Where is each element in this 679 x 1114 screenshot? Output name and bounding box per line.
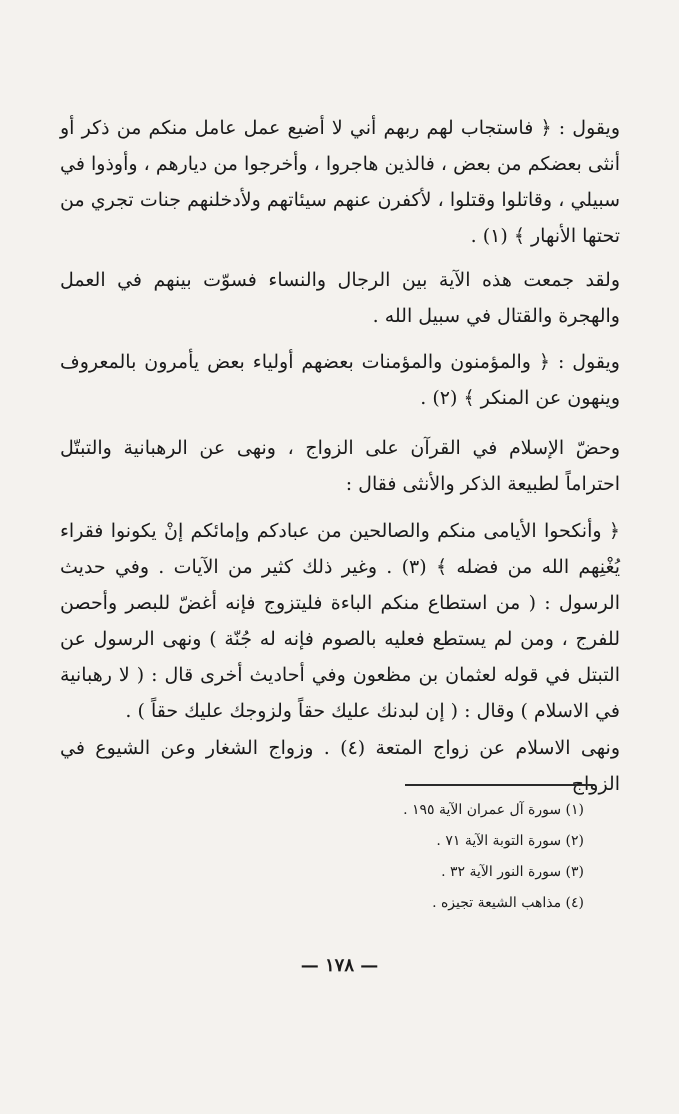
- paragraph-5: ﴿ وأنكحوا الأيامى منكم والصالحين من عبادكم وإمائكم إنْ يكونوا فقراء يُغْنِهم الله من فضله ﴾ (٣) . وغير ذلك كثير من الآيات . وفي حديث الرسول : ( من استطاع منكم الباءة فليتزوج فإنه أغضّ للبصر وأحصن للفرج ، ومن لم يستطع فعليه بالصوم فإنه له جُنّة ) ونهى الرسول عن التبتل في قوله لعثمان بن مظعون وفي أحاديث أخرى قال : ( لا رهبانية في الاسلام ) وقال : ( إن لبدنك عليك حقاً ولزوجك عليك حقاً ) .: [60, 520, 620, 722]
- paragraph-3: ويقول : ﴿ والمؤمنون والمؤمنات بعضهم أولياء بعض يأمرون بالمعروف وينهون عن المنكر ﴾ (٢) .: [60, 351, 620, 409]
- footnote-3: (٣) سورة النور الآية ٣٢ .: [441, 864, 584, 880]
- paragraph-6: ونهى الاسلام عن زواج المتعة (٤) . وزواج الشغار وعن الشيوع في الزواج: [60, 737, 620, 795]
- footnote-divider: [405, 784, 595, 786]
- paragraph-4: وحضّ الإسلام في القرآن على الزواج ، ونهى عن الرهبانية والتبتّل احتراماً لطبيعة الذكر والأنثى فقال :: [60, 437, 620, 495]
- footnote-1: (١) سورة آل عمران الآية ١٩٥ .: [403, 802, 584, 818]
- footnote-4: (٤) مذاهب الشيعة تجيزه .: [432, 895, 584, 911]
- page-number: — ١٧٨ —: [300, 955, 379, 976]
- paragraph-2: ولقد جمعت هذه الآية بين الرجال والنساء فسوّت بينهم في العمل والهجرة والقتال في سبيل الله .: [60, 269, 620, 327]
- paragraph-1: ويقول : ﴿ فاستجاب لهم ربهم أني لا أضيع عمل عامل منكم من ذكر أو أنثى بعضكم من بعض ، فالذين هاجروا ، وأخرجوا من ديارهم ، وأوذوا في سبيلي ، وقاتلوا وقتلوا ، لأكفرن عنهم سيئاتهم ولأدخلنهم جنات تجري من تحتها الأنهار ﴾ (١) .: [60, 117, 620, 247]
- footnote-2: (٢) سورة التوبة الآية ٧١ .: [436, 833, 584, 849]
- footnotes: [284, 795, 584, 919]
